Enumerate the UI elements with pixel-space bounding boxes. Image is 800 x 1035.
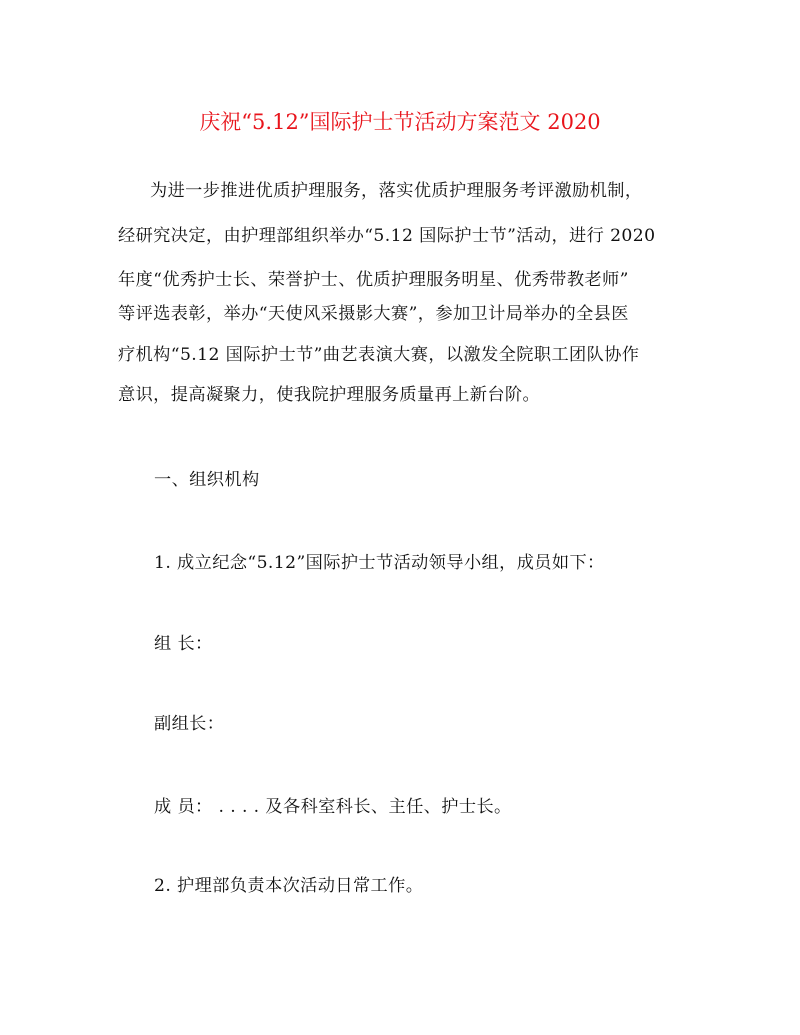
item-1-leadership-group: 1. 成立纪念“5.12”国际护士节活动领导小组，成员如下： (154, 553, 605, 573)
intro-line-2: 经研究决定，由护理部组织举办“5.12 国际护士节”活动，进行 2020 (118, 226, 656, 246)
group-leader-label: 组 长： (154, 634, 213, 654)
intro-line-6: 意识，提高凝聚力，使我院护理服务质量再上新台阶。 (118, 385, 541, 405)
item-2-daily-work: 2. 护理部负责本次活动日常工作。 (154, 876, 424, 896)
intro-line-5: 疗机构“5.12 国际护士节”曲艺表演大赛，以激发全院职工团队协作 (118, 345, 640, 365)
vice-leader-label: 副组长： (154, 714, 225, 734)
section-heading-organization: 一、组织机构 (154, 470, 260, 490)
document-title: 庆祝“5.12”国际护士节活动方案范文 2020 (199, 110, 601, 134)
intro-line-3: 年度“优秀护士长、荣誉护士、优质护理服务明星、优秀带教老师” (118, 270, 629, 290)
intro-line-4: 等评选表彰，举办“天使风采摄影大赛”，参加卫计局举办的全县医 (118, 304, 629, 324)
members-line: 成 员： . . . . 及各科室科长、主任、护士长。 (154, 797, 512, 817)
intro-line-1: 为进一步推进优质护理服务，落实优质护理服务考评激励机制， (150, 181, 643, 201)
